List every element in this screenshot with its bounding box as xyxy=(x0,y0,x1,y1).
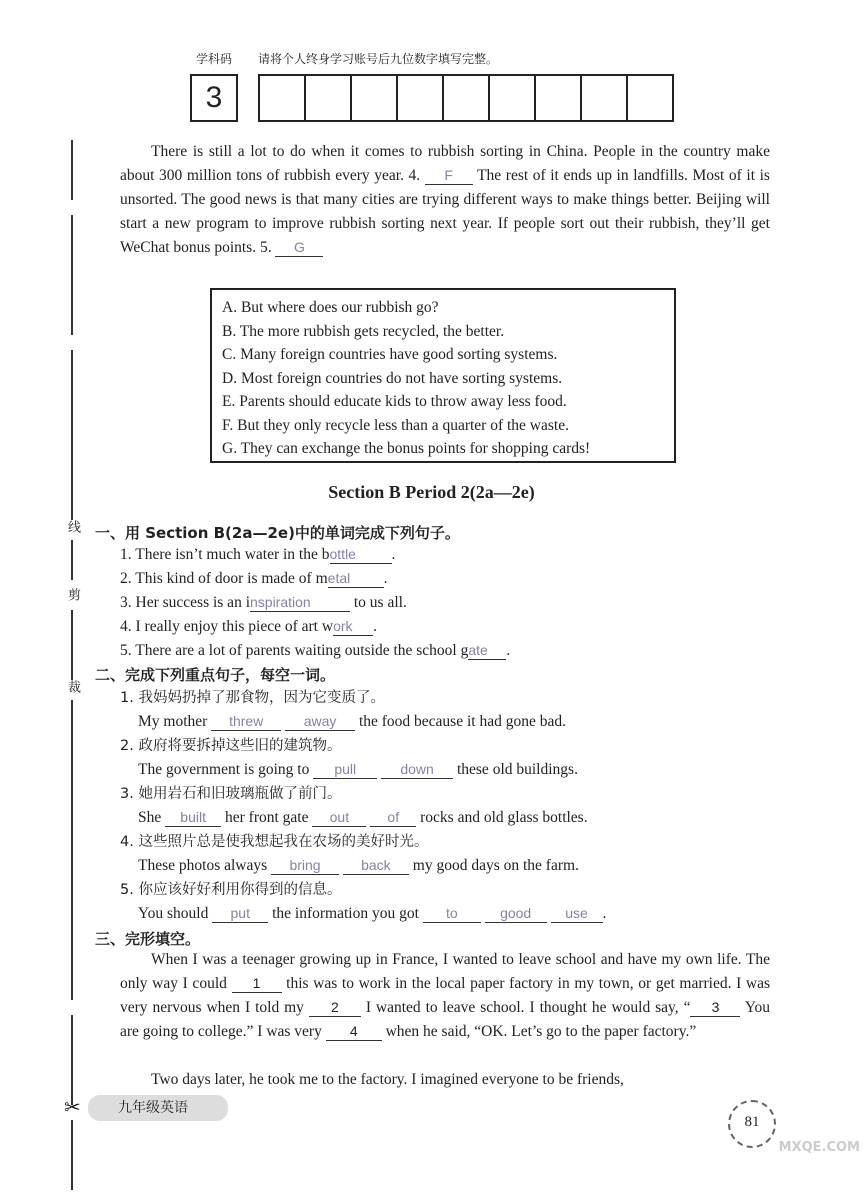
options-box xyxy=(210,288,676,463)
answer-blank[interactable]: ork xyxy=(333,617,373,636)
answer-blank[interactable]: away xyxy=(285,712,355,731)
instruction-text: 请将个人终身学习账号后九位数字填写完整。 xyxy=(258,52,499,66)
answer-blank[interactable]: of xyxy=(370,808,416,827)
digit-cell[interactable] xyxy=(536,76,582,120)
chinese-prompt: 4. 这些照片总是使我想起我在农场的美好时光。 xyxy=(120,834,429,850)
cut-line xyxy=(62,140,86,1190)
answer-blank[interactable]: use xyxy=(551,904,603,923)
cloze-blank-4[interactable]: 4 xyxy=(326,1022,382,1041)
answer-blank-5[interactable]: G xyxy=(275,238,323,257)
option-item: A. But where does our rubbish go? xyxy=(222,299,439,316)
answer-blank[interactable]: down xyxy=(381,760,453,779)
option-item: G. They can exchange the bonus points for shopping cards! xyxy=(222,440,591,457)
cut-label: 裁 xyxy=(65,680,80,693)
page-number: 81 xyxy=(728,1100,776,1148)
option-item: D. Most foreign countries do not have sorting systems. xyxy=(222,369,563,387)
scissors-icon: ✂ xyxy=(64,1097,81,1119)
digit-cell[interactable] xyxy=(306,76,352,120)
exercise-line: 3. Her success is an inspiration to us all. xyxy=(120,594,407,611)
answer-blank[interactable]: ottle xyxy=(330,545,392,564)
chinese-prompt: 1. 我妈妈扔掉了那食物，因为它变质了。 xyxy=(120,690,385,706)
option-item: B. The more rubbish gets recycled, the better. xyxy=(222,322,505,340)
digit-cell[interactable] xyxy=(260,76,306,120)
book-title-badge: 九年级英语 xyxy=(88,1095,228,1121)
cloze-paragraph-2: Two days later, he took me to the factory. I imagined everyone to be friends, xyxy=(151,1071,624,1088)
exercise-line: The government is going to pull down these old buildings. xyxy=(138,761,578,778)
chinese-prompt: 2. 政府将要拆掉这些旧的建筑物。 xyxy=(120,738,342,754)
option-item: F. But they only recycle less than a quarter of the waste. xyxy=(222,416,569,434)
digit-cell[interactable] xyxy=(490,76,536,120)
cloze-paragraph: When I was a teenager growing up in France, I wanted to leave school and have my own life. The only way I could 1 this was to work in the local paper factory in my town, or get married. I was very nervous when I told my 2 I wanted to leave school. I thought he would say, “ 3 You are going to college.” I was very 4 when he said, “OK. Let’s go to the paper factory.” xyxy=(120,951,771,1040)
cloze-blank-3[interactable]: 3 xyxy=(690,998,740,1017)
exercise-line: 5. There are a lot of parents waiting outside the school gate . xyxy=(120,642,511,659)
digit-cell[interactable] xyxy=(444,76,490,120)
chinese-prompt: 5. 你应该好好利用你得到的信息。 xyxy=(120,882,342,898)
exercise-line: You should put the information you got to good use . xyxy=(138,905,607,922)
exercise-line: 4. I really enjoy this piece of art work . xyxy=(120,618,377,635)
chinese-prompt: 3. 她用岩石和旧玻璃瓶做了前门。 xyxy=(120,786,342,802)
answer-blank[interactable]: built xyxy=(165,808,221,827)
answer-blank-4[interactable]: F xyxy=(425,166,473,185)
exercise-line: 1. There isn’t much water in the bottle . xyxy=(120,546,396,563)
answer-blank[interactable]: nspiration xyxy=(250,593,350,612)
answer-blank[interactable]: pull xyxy=(313,760,377,779)
part1-heading: 一、用 Section B(2a—2e)中的单词完成下列句子。 xyxy=(95,524,460,542)
reading-paragraph: There is still a lot to do when it comes to rubbish sorting in China. People in the country make about 300 million tons of rubbish every year. 4. F The rest of it ends up in landfills. Most of it is unsorted. The good news is that many cities are trying different ways to make things better. Beijing will start a new program to improve rubbish sorting next year. If people sort out their rubbish, they’ll get WeChat bonus points. 5. G xyxy=(120,143,770,256)
part3-heading: 三、完形填空。 xyxy=(95,930,201,948)
answer-blank[interactable]: put xyxy=(212,904,268,923)
digit-cell[interactable] xyxy=(398,76,444,120)
digit-cell[interactable] xyxy=(352,76,398,120)
exercise-line: 2. This kind of door is made of metal . xyxy=(120,570,388,587)
watermark: MXQE.COM xyxy=(778,1140,860,1155)
answer-blank[interactable]: bring xyxy=(271,856,339,875)
answer-blank[interactable]: out xyxy=(312,808,366,827)
answer-blank[interactable]: to xyxy=(423,904,481,923)
answer-blank[interactable]: etal xyxy=(328,569,384,588)
option-item: C. Many foreign countries have good sorting systems. xyxy=(222,346,558,363)
section-title: Section B Period 2(2a—2e) xyxy=(328,482,535,502)
subject-code-label: 学科码 xyxy=(196,52,233,66)
exercise-line: She built her front gate out of rocks and old glass bottles. xyxy=(138,809,588,826)
digit-cell[interactable] xyxy=(628,76,672,120)
option-item: E. Parents should educate kids to throw away less food. xyxy=(222,393,567,410)
cloze-blank-2[interactable]: 2 xyxy=(309,998,361,1017)
exercise-line: My mother threw away the food because it had gone bad. xyxy=(138,713,566,730)
part2-heading: 二、完成下列重点句子，每空一词。 xyxy=(95,666,336,684)
answer-blank[interactable]: ate xyxy=(468,641,506,660)
cut-label: 线 xyxy=(65,520,80,533)
answer-blank[interactable]: back xyxy=(343,856,409,875)
answer-blank[interactable]: good xyxy=(485,904,547,923)
answer-blank[interactable]: threw xyxy=(211,712,281,731)
cloze-blank-1[interactable]: 1 xyxy=(232,974,282,993)
digit-cell[interactable] xyxy=(582,76,628,120)
account-number-grid[interactable] xyxy=(258,74,674,122)
subject-code-box: 3 xyxy=(190,74,238,122)
cut-label: 剪 xyxy=(65,588,80,601)
exercise-line: These photos always bring back my good days on the farm. xyxy=(138,857,579,874)
